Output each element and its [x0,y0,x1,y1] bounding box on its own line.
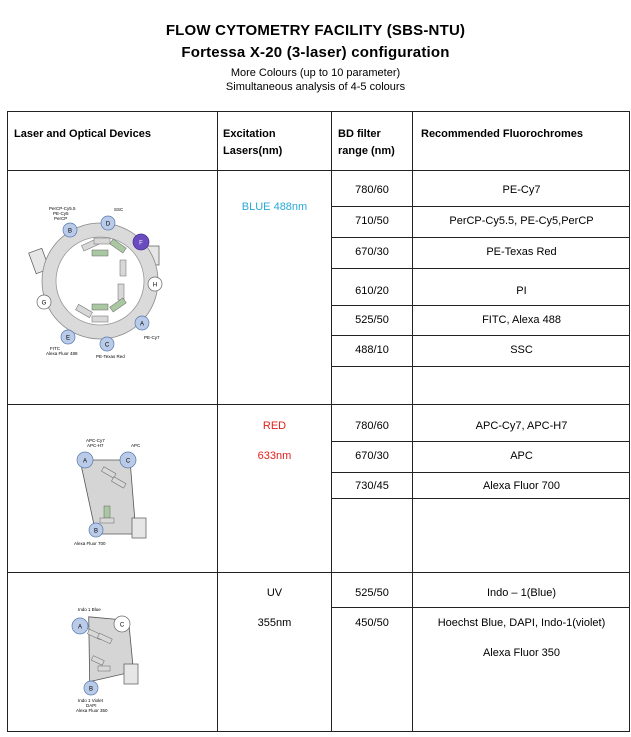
column-header-filter-line2: range (nm) [338,145,395,157]
blue-diagram-letter-g: G [41,300,47,307]
column-header-fluorochromes: Recommended Fluorochromes [421,128,583,140]
uv-diagram-letter-a: A [77,624,83,631]
red-diagram-label-apc: APC [131,443,141,448]
red-diagram-letter-a: A [82,458,88,465]
uv-diagram-label-indo-blue: Indo 1 Blue [78,607,101,612]
uv-fluor-1: Hoechst Blue, DAPI, Indo-1(violet) [437,617,606,629]
blue-filter-3: 610/20 [355,285,389,297]
uv-diagram-label-dapi: DAPI [86,703,97,708]
blue-diagram-letter-c: C [104,342,110,349]
red-laser-label-line2: 633nm [257,450,292,462]
column-header-excitation [223,126,282,160]
page-subtitle: Fortessa X-20 (3-laser) configuration [181,44,450,61]
blue-diagram-letter-b: B [67,228,73,235]
red-fluor-2: Alexa Fluor 700 [482,480,561,492]
red-laser-label-line1: RED [262,420,287,432]
uv-laser-label-line1: UV [266,587,283,599]
blue-fluor-2: PE-Texas Red [486,246,557,258]
red-diagram-label-apc-cy7: APC-Cy7 [86,438,105,443]
blue-filter-0: 780/60 [355,184,389,196]
blue-fluor-1: PerCP-Cy5.5, PE-Cy5,PerCP [449,215,594,227]
blue-diagram-letter-h: H [152,282,158,289]
column-header-excitation-line2: Lasers(nm) [223,145,283,157]
blue-diagram-label-percp-cy55: PerCP-Cy5.5 [49,206,76,211]
blue-laser-octagon-diagram [28,198,168,363]
description-line-2: Simultaneous analysis of 4-5 colours [225,81,406,93]
blue-diagram-label-percp: PerCP [54,216,68,221]
red-filter-1: 670/30 [355,450,389,462]
blue-filter-4: 525/50 [355,314,389,326]
column-header-excitation-line1: Excitation [223,128,276,140]
blue-diagram-letter-e: E [65,335,71,342]
uv-diagram-letter-b: B [88,686,94,693]
uv-diagram-letter-c: C [119,622,125,629]
column-header-filter-line1: BD filter [338,128,381,140]
blue-fluor-4: FITC, Alexa 488 [482,314,561,326]
column-header-filter [338,126,395,160]
red-diagram-label-alexa700: Alexa Fluor 700 [74,541,106,546]
red-fluor-0: APC-Cy7, APC-H7 [475,420,568,432]
blue-diagram-label-pe-cy5: PE-Cy5 [53,211,69,216]
blue-fluor-5: SSC [510,344,533,356]
blue-diagram-label-fitc: FITC [50,346,60,351]
blue-fluor-3: PI [516,285,527,297]
blue-filter-2: 670/30 [355,246,389,258]
blue-diagram-letter-d: D [105,221,111,228]
blue-filter-5: 488/10 [355,344,389,356]
blue-fluor-0: PE-Cy7 [502,184,541,196]
column-header-devices: Laser and Optical Devices [14,128,151,140]
red-filter-2: 730/45 [355,480,389,492]
red-diagram-label-apc-h7: APC-H7 [87,443,104,448]
red-filter-0: 780/60 [355,420,389,432]
blue-diagram-label-ssc: SSC [114,207,124,212]
uv-diagram-label-alexa350: Alexa Fluor 350 [76,708,108,713]
uv-diagram-label-indo-violet: Indo 1 Violet [78,698,103,703]
page-title: FLOW CYTOMETRY FACILITY (SBS-NTU) [165,22,466,39]
blue-laser-label: BLUE 488nm [241,201,308,213]
description-line-1: More Colours (up to 10 parameter) [230,67,401,79]
uv-laser-diagram [64,602,154,720]
red-laser-diagram [70,434,155,549]
red-diagram-letter-c: C [125,458,131,465]
red-diagram-letter-b: B [93,528,99,535]
blue-diagram-label-pe-cy7: PE-Cy7 [144,335,160,340]
uv-fluor-extra: Alexa Fluor 350 [482,647,561,659]
red-fluor-1: APC [510,450,533,462]
uv-laser-label-line2: 355nm [257,617,292,629]
blue-filter-1: 710/50 [355,215,389,227]
blue-diagram-letter-a: A [139,321,145,328]
blue-diagram-label-alexa488: Alexa Fluor 488 [46,351,78,356]
uv-fluor-0: Indo – 1(Blue) [486,587,557,599]
blue-diagram-letter-f: F [139,240,143,247]
uv-filter-0: 525/50 [355,587,389,599]
uv-filter-1: 450/50 [355,617,389,629]
blue-diagram-label-pe-texas-red: PE-Texas Red [96,354,125,359]
